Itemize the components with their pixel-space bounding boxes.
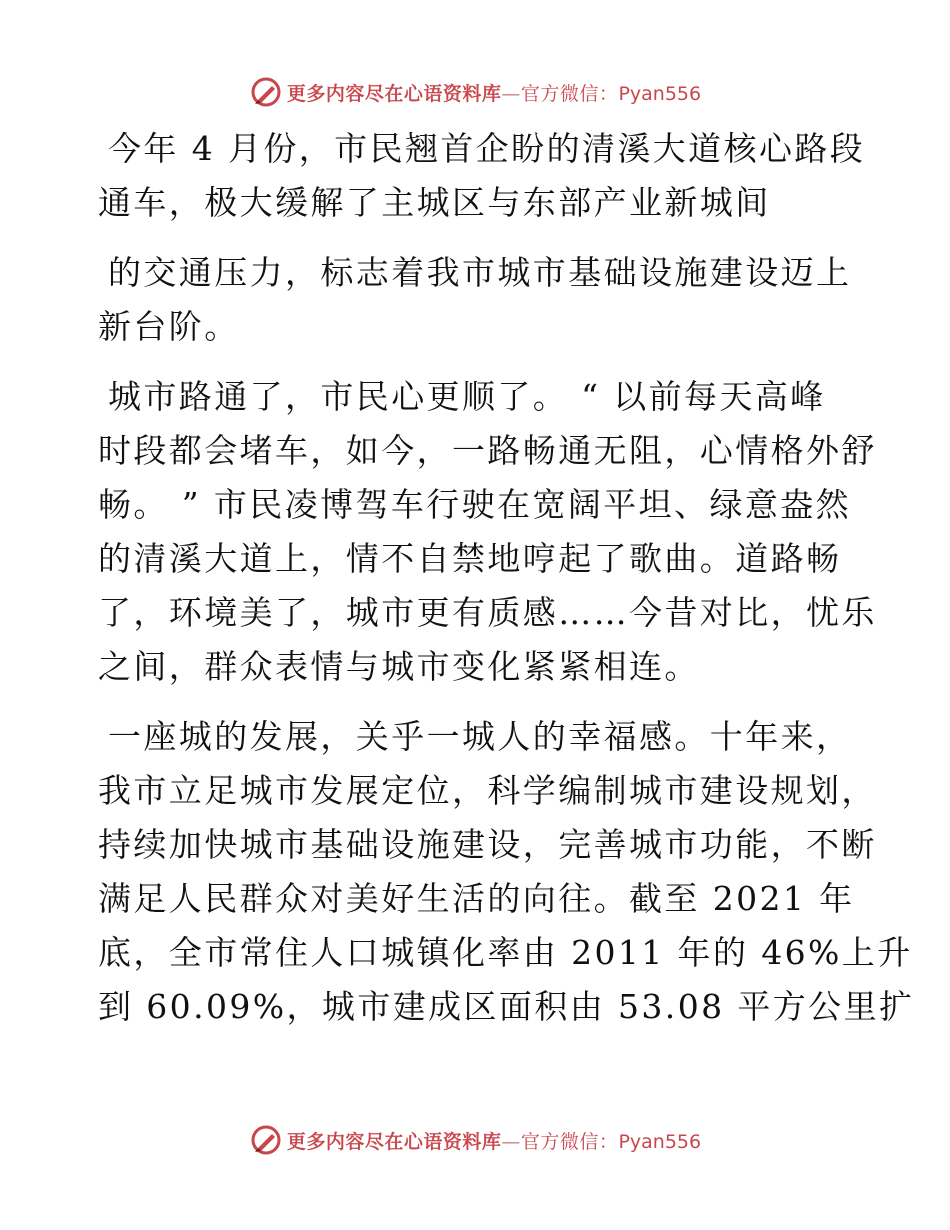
text-line: 到 60.09%，城市建成区面积由 53.08 平方公里扩 <box>98 987 915 1026</box>
text-line: 满足人民群众对美好生活的向往。截至 2021 年 <box>98 879 855 918</box>
text-line: 畅。 ” 市民凌博驾车行驶在宽阔平坦、绿意盎然 <box>98 485 852 524</box>
banner-text <box>287 79 701 106</box>
text-line: 的清溪大道上，情不自禁地哼起了歌曲。道路畅 <box>98 539 842 578</box>
text-line: 的交通压力，标志着我市城市基础设施建设迈上 <box>108 253 852 292</box>
footer-banner <box>0 1120 950 1160</box>
header-banner <box>0 72 950 112</box>
text-line: 新台阶。 <box>98 307 240 346</box>
text-line: 我市立足城市发展定位，科学编制城市建设规划， <box>98 771 877 810</box>
pen-logo-icon <box>249 1123 283 1157</box>
banner-separator: — <box>501 1130 521 1153</box>
banner-brand: 更多内容尽在心语资料库 <box>286 1130 502 1153</box>
text-line: 之间，群众表情与城市变化紧紧相连。 <box>98 647 700 686</box>
text-line: 城市路通了，市民心更顺了。 “ 以前每天高峰 <box>108 377 826 416</box>
banner-wechat-id: Pyan556 <box>618 1130 702 1153</box>
banner-label: 官方微信： <box>520 82 619 105</box>
text-line: 了，环境美了，城市更有质感……今昔对比，忧乐 <box>98 593 877 632</box>
banner-separator: — <box>501 82 521 105</box>
paragraph-2 <box>98 246 850 354</box>
text-line: 持续加快城市基础设施建设，完善城市功能，不断 <box>98 825 877 864</box>
text-line: 底，全市常住人口城镇化率由 2011 年的 46%上升 <box>98 933 913 972</box>
banner-text <box>287 1127 701 1154</box>
article-body <box>98 122 915 1034</box>
text-line: 通车，极大缓解了主城区与东部产业新城间 <box>98 183 771 222</box>
banner-brand: 更多内容尽在心语资料库 <box>286 82 502 105</box>
paragraph-1 <box>98 122 866 230</box>
text-line: 今年 4 月份，市民翘首企盼的清溪大道核心路段 <box>108 129 866 168</box>
banner-wechat-id: Pyan556 <box>618 82 702 105</box>
paragraph-4 <box>98 710 915 1034</box>
pen-logo-icon <box>249 75 283 109</box>
text-line: 时段都会堵车，如今，一路畅通无阻，心情格外舒 <box>98 431 877 470</box>
text-line: 一座城的发展，关乎一城人的幸福感。十年来， <box>108 717 852 756</box>
paragraph-3 <box>98 370 877 694</box>
banner-label: 官方微信： <box>520 1130 619 1153</box>
